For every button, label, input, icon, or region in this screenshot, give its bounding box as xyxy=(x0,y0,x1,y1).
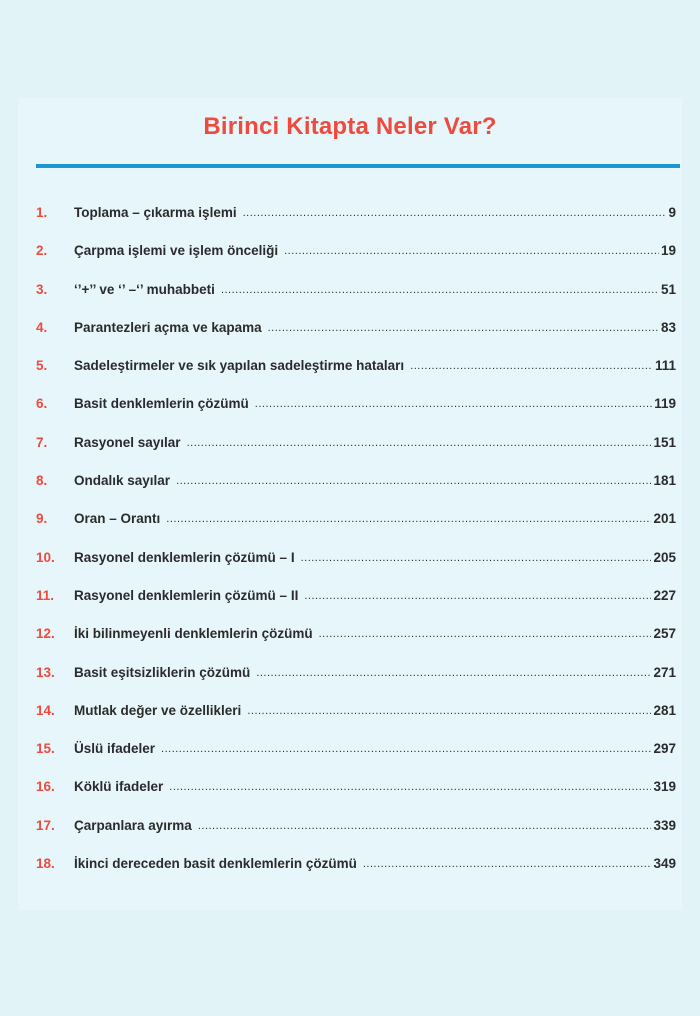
toc-leader-dots xyxy=(363,858,652,870)
toc-entry-number: 5. xyxy=(36,358,48,374)
toc-entry-number: 7. xyxy=(36,434,48,450)
toc-leader-dots xyxy=(169,781,651,793)
toc-entry-number: 15. xyxy=(36,741,55,757)
toc-leader-dots xyxy=(319,628,652,640)
toc-entry-page: 119 xyxy=(654,396,676,412)
toc-entry-16 xyxy=(0,772,700,810)
toc-leader-dots xyxy=(256,667,651,679)
toc-leader-dots xyxy=(198,820,652,832)
toc-leader-dots xyxy=(161,743,651,755)
toc-entry-page: 281 xyxy=(653,702,676,718)
toc-entry-17 xyxy=(0,811,700,849)
toc-entry-title: Sadeleştirmeler ve sık yapılan sadeleştirme hataları xyxy=(74,358,405,374)
toc-entry-number: 13. xyxy=(36,664,55,680)
toc-entry-title: Rasyonel denklemlerin çözümü – II xyxy=(74,587,299,603)
toc-entry-6 xyxy=(0,389,700,427)
toc-entry-8 xyxy=(0,466,700,504)
toc-entry-2 xyxy=(0,236,700,274)
toc-entry-title: Üslü ifadeler xyxy=(74,741,156,757)
toc-entry-page: 205 xyxy=(653,549,676,565)
toc-entry-line xyxy=(74,511,676,526)
toc-entry-title: ‘’+’’ ve ‘’ –‘’ muhabbeti xyxy=(74,281,215,297)
toc-entry-4 xyxy=(0,313,700,351)
toc-leader-dots xyxy=(268,322,659,334)
toc-entry-page: 339 xyxy=(653,817,676,833)
toc-leader-dots xyxy=(255,398,652,410)
toc-entry-title: Oran – Orantı xyxy=(74,511,161,527)
toc-entry-number: 3. xyxy=(36,281,48,297)
table-of-contents xyxy=(0,198,700,887)
toc-entry-title: Ondalık sayılar xyxy=(74,473,171,489)
toc-entry-line xyxy=(74,473,676,488)
toc-entry-title: Çarpanlara ayırma xyxy=(74,817,192,833)
toc-entry-number: 18. xyxy=(36,856,55,872)
toc-leader-dots xyxy=(221,284,659,296)
toc-entry-line xyxy=(74,243,676,258)
toc-entry-line xyxy=(74,818,676,833)
toc-entry-line xyxy=(74,779,676,794)
toc-entry-14 xyxy=(0,696,700,734)
toc-entry-10 xyxy=(0,543,700,581)
toc-entry-number: 17. xyxy=(36,817,55,833)
toc-entry-title: İkinci dereceden basit denklemlerin çözümü xyxy=(74,856,357,872)
toc-entry-line xyxy=(74,626,676,641)
toc-entry-number: 12. xyxy=(36,626,55,642)
toc-entry-page: 297 xyxy=(653,741,676,757)
toc-entry-page: 257 xyxy=(653,626,676,642)
toc-entry-line xyxy=(74,703,676,718)
toc-entry-title: Rasyonel denklemlerin çözümü – I xyxy=(74,549,295,565)
toc-entry-title: Mutlak değer ve özellikleri xyxy=(74,702,242,718)
toc-entry-line xyxy=(74,396,676,411)
toc-entry-number: 11. xyxy=(36,587,55,603)
toc-entry-line xyxy=(74,588,676,603)
toc-entry-page: 201 xyxy=(653,511,676,527)
toc-entry-number: 14. xyxy=(36,702,55,718)
title-divider xyxy=(36,164,680,168)
toc-leader-dots xyxy=(304,590,651,602)
toc-entry-page: 271 xyxy=(653,664,676,680)
toc-entry-11 xyxy=(0,581,700,619)
toc-entry-page: 83 xyxy=(660,319,676,335)
toc-entry-13 xyxy=(0,658,700,696)
toc-entry-number: 6. xyxy=(36,396,48,412)
toc-entry-title: İki bilinmeyenli denklemlerin çözümü xyxy=(74,626,313,642)
toc-entry-line xyxy=(74,435,676,450)
toc-entry-number: 2. xyxy=(36,243,48,259)
toc-entry-number: 9. xyxy=(36,511,48,527)
toc-entry-line xyxy=(74,550,676,565)
page-title: Birinci Kitapta Neler Var? xyxy=(203,113,497,140)
toc-entry-title: Basit denklemlerin çözümü xyxy=(74,396,249,412)
toc-entry-page: 349 xyxy=(653,856,676,872)
toc-entry-line xyxy=(74,205,676,220)
toc-leader-dots xyxy=(166,513,651,525)
toc-entry-title: Rasyonel sayılar xyxy=(74,434,181,450)
toc-entry-5 xyxy=(0,351,700,389)
toc-entry-15 xyxy=(0,734,700,772)
toc-entry-line xyxy=(74,856,676,871)
toc-entry-page: 111 xyxy=(654,358,676,374)
toc-leader-dots xyxy=(284,245,659,257)
toc-entry-number: 16. xyxy=(36,779,55,795)
toc-entry-number: 1. xyxy=(36,205,48,220)
toc-entry-page: 51 xyxy=(660,281,676,297)
toc-entry-title: Basit eşitsizliklerin çözümü xyxy=(74,664,251,680)
toc-entry-line xyxy=(74,665,676,680)
toc-leader-dots xyxy=(187,437,652,449)
toc-entry-1 xyxy=(0,198,700,236)
toc-leader-dots xyxy=(243,207,667,219)
toc-entry-line xyxy=(74,358,676,373)
toc-entry-title: Parantezleri açma ve kapama xyxy=(74,319,262,335)
toc-leader-dots xyxy=(410,360,653,372)
toc-entry-18 xyxy=(0,849,700,887)
toc-entry-number: 4. xyxy=(36,319,48,335)
toc-entry-page: 151 xyxy=(653,434,676,450)
toc-entry-line xyxy=(74,282,676,297)
toc-entry-page: 19 xyxy=(660,243,676,259)
toc-entry-3 xyxy=(0,275,700,313)
toc-entry-page: 9 xyxy=(668,205,676,220)
toc-entry-line xyxy=(74,320,676,335)
toc-entry-page: 181 xyxy=(653,473,676,489)
toc-entry-page: 319 xyxy=(653,779,676,795)
toc-entry-number: 10. xyxy=(36,549,55,565)
toc-entry-line xyxy=(74,741,676,756)
toc-entry-12 xyxy=(0,619,700,657)
toc-leader-dots xyxy=(176,475,651,487)
toc-entry-title: Toplama – çıkarma işlemi xyxy=(74,205,237,220)
toc-entry-number: 8. xyxy=(36,473,48,489)
toc-entry-7 xyxy=(0,428,700,466)
toc-entry-9 xyxy=(0,504,700,542)
toc-entry-page: 227 xyxy=(653,587,676,603)
toc-leader-dots xyxy=(247,705,651,717)
toc-entry-title: Çarpma işlemi ve işlem önceliği xyxy=(74,243,279,259)
toc-entry-title: Köklü ifadeler xyxy=(74,779,164,795)
toc-leader-dots xyxy=(301,552,652,564)
